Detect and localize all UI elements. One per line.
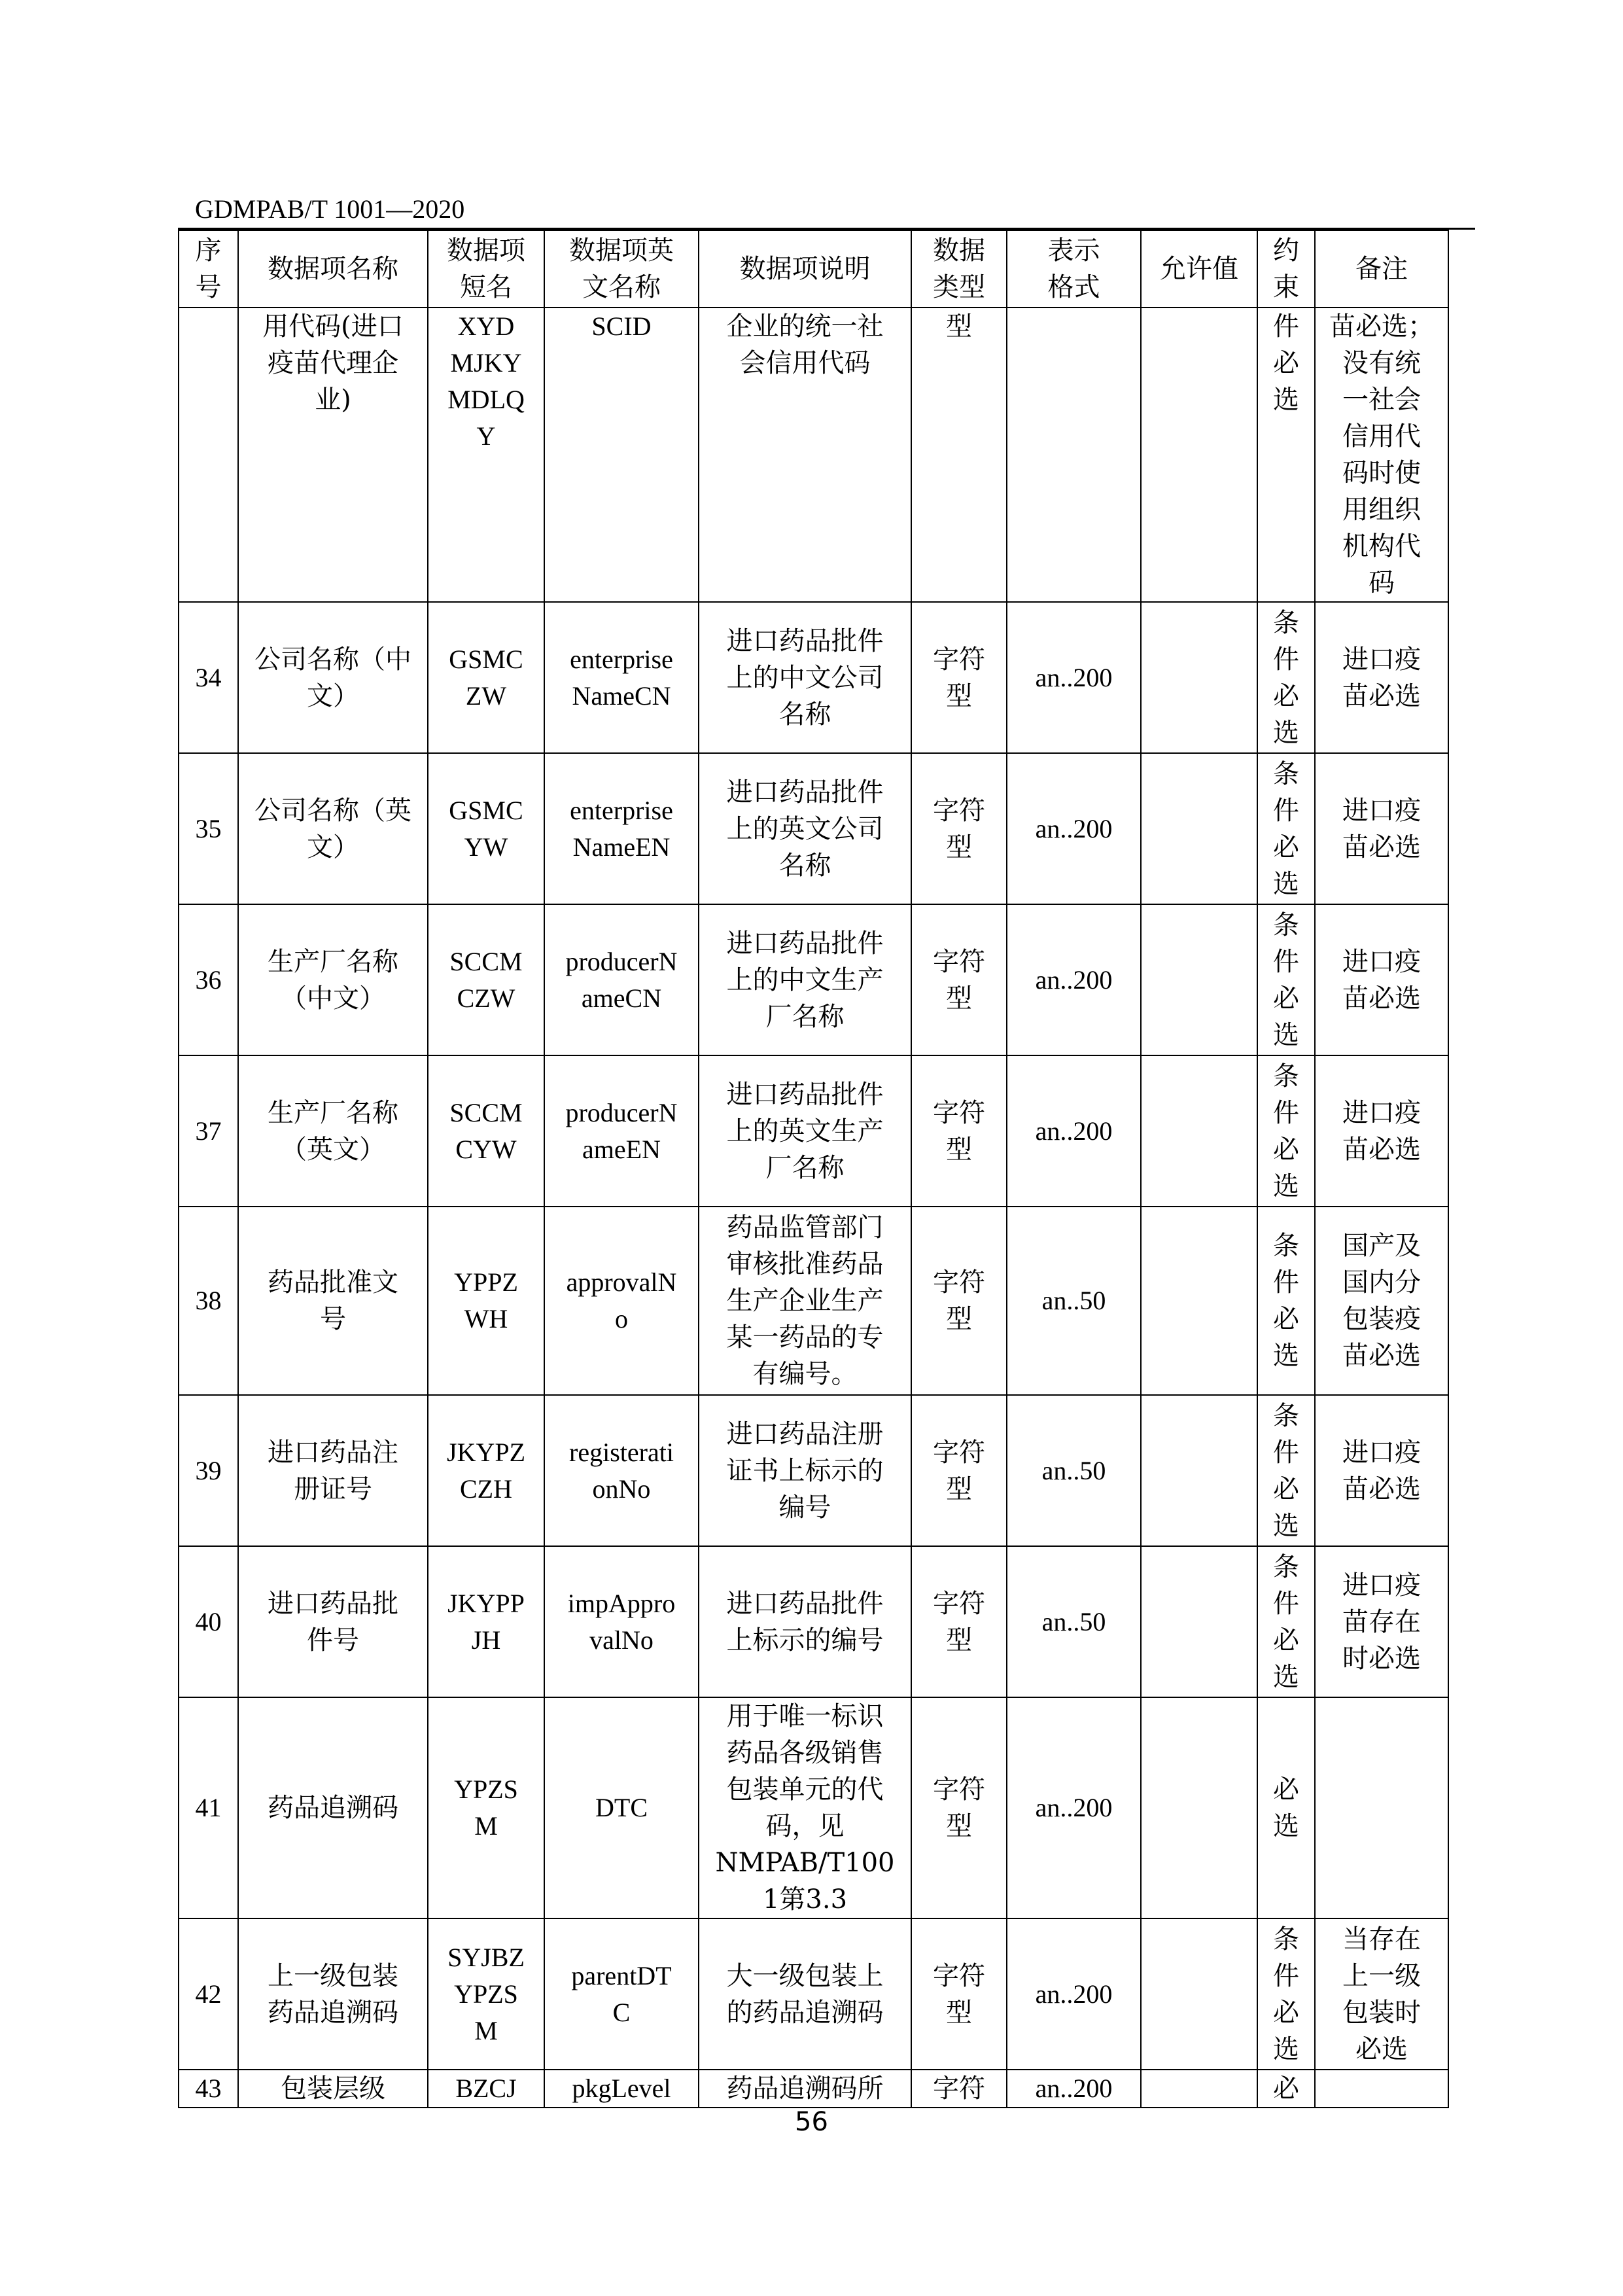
cell-short-name: YPPZ WH	[428, 1207, 544, 1395]
header-format: 表示 格式	[1007, 230, 1141, 308]
header-constraint: 约 束	[1257, 230, 1315, 308]
cell-constraint: 必 选	[1257, 1697, 1315, 1918]
cell-description: 大一级包装上 的药品追溯码	[699, 1918, 911, 2070]
cell-name: 药品批准文 号	[238, 1207, 428, 1395]
cell-allowed-values	[1141, 1395, 1257, 1546]
cell-remark: 国产及 国内分 包装疫 苗必选	[1315, 1207, 1448, 1395]
cell-data-type: 型	[911, 308, 1007, 602]
table-row	[179, 753, 1448, 904]
cell-allowed-values	[1141, 308, 1257, 602]
cell-allowed-values	[1141, 602, 1257, 753]
page-number: 56	[795, 2107, 828, 2137]
cell-allowed-values	[1141, 1207, 1257, 1395]
cell-description: 进口药品批件 上的中文生产 厂名称	[699, 904, 911, 1055]
cell-remark: 苗必选； 没有统 一社会 信用代 码时使 用组织 机构代 码	[1315, 308, 1448, 602]
cell-format: an..200	[1007, 2070, 1141, 2108]
table-row-continued	[179, 308, 1448, 602]
cell-remark: 当存在 上一级 包装时 必选	[1315, 1918, 1448, 2070]
cell-data-type: 字符 型	[911, 1918, 1007, 2070]
cell-english-name: SCID	[544, 308, 699, 602]
cell-description: 进口药品批件 上的英文公司 名称	[699, 753, 911, 904]
cell-english-name: enterprise NameEN	[544, 753, 699, 904]
cell-format: an..200	[1007, 1918, 1141, 2070]
cell-english-name: enterprise NameCN	[544, 602, 699, 753]
cell-short-name: SYJBZ YPZS M	[428, 1918, 544, 2070]
cell-format: an..50	[1007, 1546, 1141, 1697]
cell-short-name: GSMC ZW	[428, 602, 544, 753]
cell-name: 药品追溯码	[238, 1697, 428, 1918]
cell-english-name: producerN ameCN	[544, 904, 699, 1055]
cell-data-type: 字符 型	[911, 1055, 1007, 1207]
cell-remark: 进口疫 苗必选	[1315, 602, 1448, 753]
cell-seq: 34	[179, 602, 238, 753]
standard-code: GDMPAB/T 1001—2020	[195, 194, 465, 224]
header-seq: 序 号	[179, 230, 238, 308]
cell-remark: 进口疫 苗必选	[1315, 753, 1448, 904]
header-remark: 备注	[1315, 230, 1448, 308]
cell-name: 进口药品注 册证号	[238, 1395, 428, 1546]
cell-name: 生产厂名称 （英文）	[238, 1055, 428, 1207]
cell-name: 用代码(进口 疫苗代理企 业)	[238, 308, 428, 602]
cell-data-type: 字符 型	[911, 602, 1007, 753]
cell-description: 进口药品批件 上的英文生产 厂名称	[699, 1055, 911, 1207]
cell-seq: 39	[179, 1395, 238, 1546]
cell-remark: 进口疫 苗必选	[1315, 1395, 1448, 1546]
cell-english-name: approvalN o	[544, 1207, 699, 1395]
cell-description: 药品追溯码所	[699, 2070, 911, 2108]
cell-data-type: 字符 型	[911, 1697, 1007, 1918]
cell-seq: 40	[179, 1546, 238, 1697]
cell-remark: 进口疫 苗存在 时必选	[1315, 1546, 1448, 1697]
cell-constraint: 条 件 必 选	[1257, 1546, 1315, 1697]
header-name: 数据项名称	[238, 230, 428, 308]
header-allowed-values: 允许值	[1141, 230, 1257, 308]
cell-data-type: 字符 型	[911, 1395, 1007, 1546]
cell-constraint: 条 件 必 选	[1257, 1918, 1315, 2070]
cell-english-name: pkgLevel	[544, 2070, 699, 2108]
cell-short-name: BZCJ	[428, 2070, 544, 2108]
cell-seq	[179, 308, 238, 602]
cell-format: an..50	[1007, 1207, 1141, 1395]
header-short-name: 数据项 短名	[428, 230, 544, 308]
table-row	[179, 1697, 1448, 1918]
header-data-type: 数据 类型	[911, 230, 1007, 308]
cell-short-name: SCCM CZW	[428, 904, 544, 1055]
cell-format: an..200	[1007, 602, 1141, 753]
table-row	[179, 2070, 1448, 2108]
cell-constraint: 必	[1257, 2070, 1315, 2108]
cell-description: 企业的统一社 会信用代码	[699, 308, 911, 602]
table-header-row	[179, 230, 1448, 308]
cell-description: 用于唯一标识 药品各级销售 包装单元的代 码，见 NMPAB/T100 1第3.3	[699, 1697, 911, 1918]
cell-name: 上一级包装 药品追溯码	[238, 1918, 428, 2070]
cell-description: 进口药品批件 上标示的编号	[699, 1546, 911, 1697]
cell-seq: 37	[179, 1055, 238, 1207]
cell-format: an..50	[1007, 1395, 1141, 1546]
cell-description: 进口药品批件 上的中文公司 名称	[699, 602, 911, 753]
cell-data-type: 字符 型	[911, 753, 1007, 904]
cell-english-name: parentDT C	[544, 1918, 699, 2070]
cell-constraint: 条 件 必 选	[1257, 1207, 1315, 1395]
cell-allowed-values	[1141, 753, 1257, 904]
cell-format: an..200	[1007, 1697, 1141, 1918]
cell-short-name: JKYPZ CZH	[428, 1395, 544, 1546]
cell-description: 进口药品注册 证书上标示的 编号	[699, 1395, 911, 1546]
table-row	[179, 1055, 1448, 1207]
cell-seq: 36	[179, 904, 238, 1055]
cell-name: 公司名称（英 文）	[238, 753, 428, 904]
cell-constraint: 条 件 必 选	[1257, 602, 1315, 753]
header-description: 数据项说明	[699, 230, 911, 308]
cell-remark: 进口疫 苗必选	[1315, 1055, 1448, 1207]
cell-english-name: DTC	[544, 1697, 699, 1918]
cell-short-name: SCCM CYW	[428, 1055, 544, 1207]
cell-format: an..200	[1007, 904, 1141, 1055]
header-english-name: 数据项英 文名称	[544, 230, 699, 308]
cell-remark	[1315, 1697, 1448, 1918]
table-row	[179, 602, 1448, 753]
cell-remark: 进口疫 苗必选	[1315, 904, 1448, 1055]
cell-allowed-values	[1141, 1055, 1257, 1207]
cell-allowed-values	[1141, 1546, 1257, 1697]
cell-allowed-values	[1141, 904, 1257, 1055]
cell-constraint: 条 件 必 选	[1257, 1395, 1315, 1546]
table-row	[179, 1207, 1448, 1395]
table-row	[179, 904, 1448, 1055]
cell-constraint: 条 件 必 选	[1257, 753, 1315, 904]
cell-data-type: 字符 型	[911, 1546, 1007, 1697]
cell-format: an..200	[1007, 1055, 1141, 1207]
cell-constraint: 件 必 选	[1257, 308, 1315, 602]
cell-english-name: impAppro valNo	[544, 1546, 699, 1697]
table-row	[179, 1546, 1448, 1697]
cell-allowed-values	[1141, 1697, 1257, 1918]
cell-remark	[1315, 2070, 1448, 2108]
cell-english-name: registerati onNo	[544, 1395, 699, 1546]
cell-format	[1007, 308, 1141, 602]
cell-english-name: producerN ameEN	[544, 1055, 699, 1207]
cell-constraint: 条 件 必 选	[1257, 904, 1315, 1055]
cell-constraint: 条 件 必 选	[1257, 1055, 1315, 1207]
cell-name: 公司名称（中 文）	[238, 602, 428, 753]
cell-seq: 35	[179, 753, 238, 904]
cell-data-type: 字符 型	[911, 904, 1007, 1055]
cell-seq: 41	[179, 1697, 238, 1918]
cell-description: 药品监管部门 审核批准药品 生产企业生产 某一药品的专 有编号。	[699, 1207, 911, 1395]
cell-format: an..200	[1007, 753, 1141, 904]
data-item-table	[178, 230, 1449, 2108]
cell-short-name: XYD MJKY MDLQ Y	[428, 308, 544, 602]
cell-allowed-values	[1141, 2070, 1257, 2108]
cell-short-name: GSMC YW	[428, 753, 544, 904]
cell-data-type: 字符 型	[911, 1207, 1007, 1395]
table-body	[179, 308, 1448, 2108]
cell-allowed-values	[1141, 1918, 1257, 2070]
cell-short-name: JKYPP JH	[428, 1546, 544, 1697]
cell-seq: 42	[179, 1918, 238, 2070]
table-row	[179, 1918, 1448, 2070]
cell-name: 进口药品批 件号	[238, 1546, 428, 1697]
table-row	[179, 1395, 1448, 1546]
cell-seq: 43	[179, 2070, 238, 2108]
cell-short-name: YPZS M	[428, 1697, 544, 1918]
cell-data-type: 字符	[911, 2070, 1007, 2108]
cell-name: 生产厂名称 （中文）	[238, 904, 428, 1055]
cell-seq: 38	[179, 1207, 238, 1395]
cell-name: 包装层级	[238, 2070, 428, 2108]
